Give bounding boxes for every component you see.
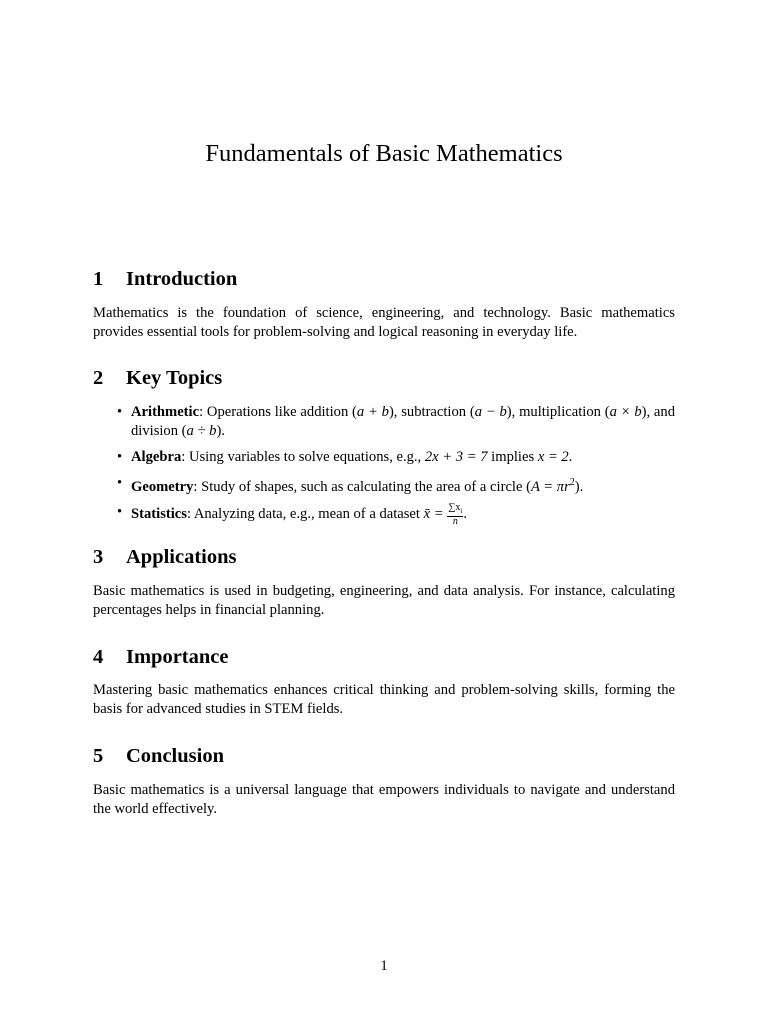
section-body-applications: Basic mathematics is used in budgeting, engineering, and data analysis. For instance, calculating percentages helps in financial planning. bbox=[93, 583, 675, 618]
bullet-icon: • bbox=[117, 474, 123, 491]
key-topics-list bbox=[93, 403, 675, 535]
section-heading-applications: 3 Applications bbox=[93, 546, 237, 568]
bullet-icon: • bbox=[117, 448, 123, 465]
section-heading-conclusion: 5 Conclusion bbox=[93, 745, 224, 767]
paper-page bbox=[93, 0, 675, 1024]
section-heading-importance: 4 Importance bbox=[93, 646, 229, 668]
section-heading-key-topics: 2 Key Topics bbox=[93, 367, 223, 389]
paper-title: Fundamentals of Basic Mathematics bbox=[205, 140, 563, 167]
mean-fraction: $\frac{\sum x_i}{n}$ bbox=[448, 502, 463, 528]
page-number: 1 bbox=[380, 958, 388, 974]
list-item-algebra: • Algebra: Using variables to solve equations, e.g., 2x + 3 = 7 implies x = 2. bbox=[117, 448, 573, 465]
section-body-conclusion: Basic mathematics is a universal language that empowers individuals to navigate and understand the world effectively. bbox=[93, 782, 675, 817]
list-item-geometry: • Geometry: Study of shapes, such as calculating the area of a circle $(A = \pi r^2)$. bbox=[117, 474, 584, 495]
list-item-statistics: • Statistics: Analyzing data, e.g., mean of a dataset x̄ = $\frac{\sum x_i}{n}$ . bbox=[117, 502, 468, 528]
bullet-icon: • bbox=[117, 504, 123, 521]
section-body-importance: Mastering basic mathematics enhances critical thinking and problem-solving skills, forming the basis for advanced studies in STEM fields. bbox=[93, 682, 675, 717]
section-body-introduction: Mathematics is the foundation of science, engineering, and technology. Basic mathematics provides essential tools for problem-solving and logical reasoning in everyday life. bbox=[93, 305, 675, 340]
list-item-arithmetic: • Arithmetic: Operations like addition (a + b), subtraction (a − b), multiplication (a × b), and division (a ÷ b). bbox=[117, 404, 675, 439]
section-heading-introduction: 1 Introduction bbox=[93, 268, 238, 290]
bullet-icon: • bbox=[117, 404, 123, 420]
